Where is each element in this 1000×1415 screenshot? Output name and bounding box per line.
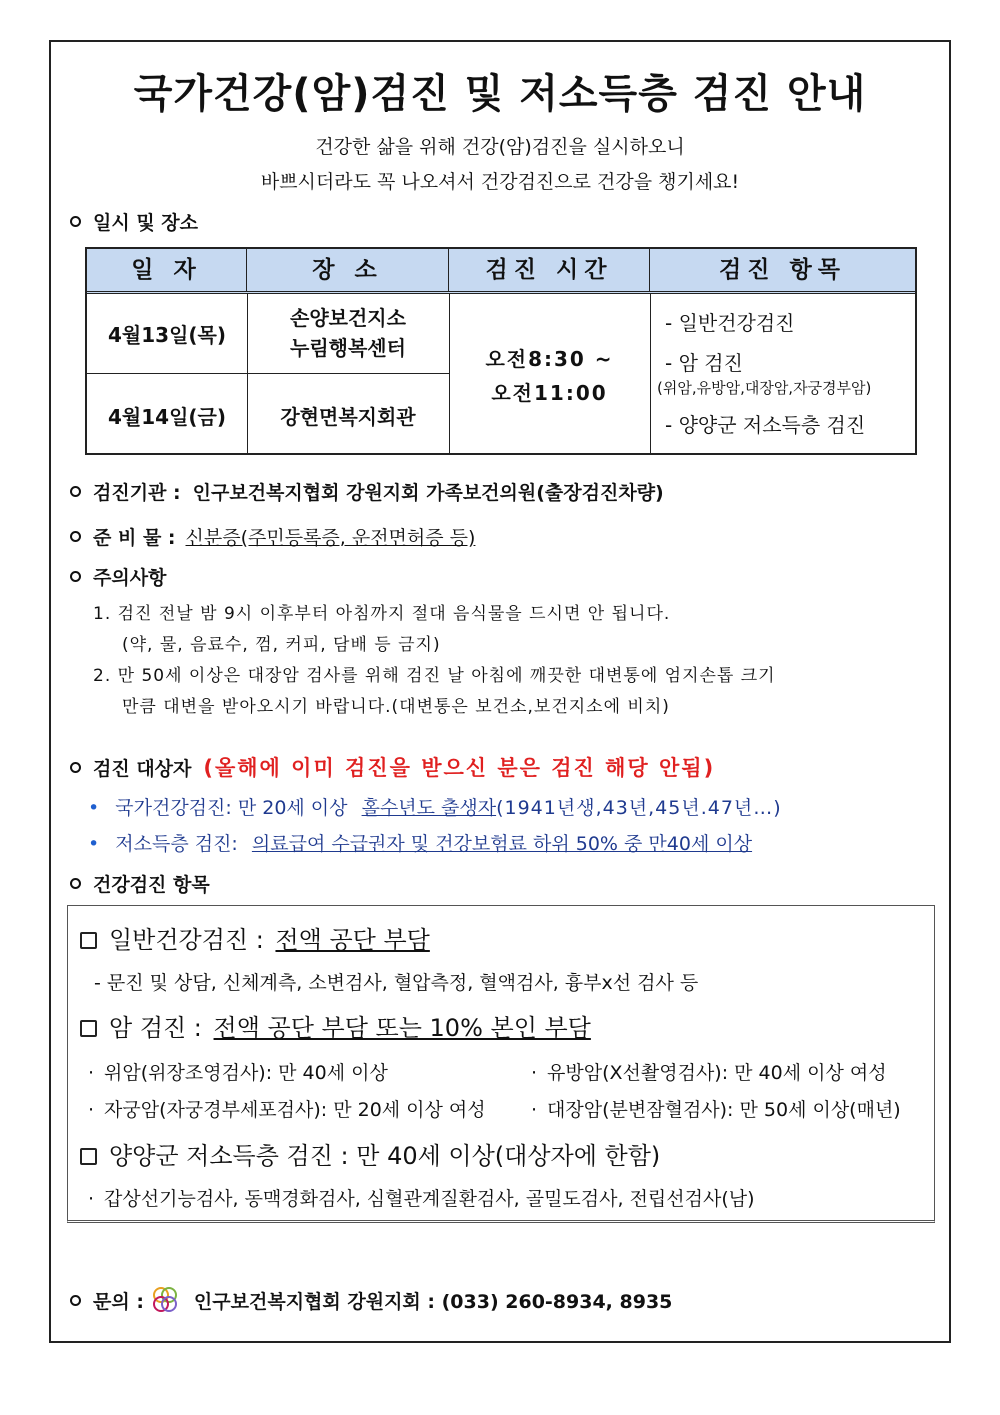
cancer-exam-value: 전액 공단 부담 또는 10% 본인 부담 [213,1014,591,1042]
items-heading: 건강검진 항목 [93,874,210,896]
institution-label: 검진기관 : [93,482,181,504]
cancer-item-breast: · 유방암(X선촬영검사): 만 40세 이상 여성 [531,1062,887,1084]
cancer-exam-heading [80,1008,591,1043]
general-exam-heading [80,920,430,955]
blue-bullet-icon: • [88,797,100,819]
target-lowincome-label: 저소득층 검진: [115,833,238,855]
checkbox-icon [80,1020,97,1037]
exam-time-end: 오전11:00 [491,381,608,405]
cancer-exam-label: 암 검진 : [109,1014,202,1042]
cancer-item-colon: · 대장암(분변잠혈검사): 만 50세 이상(매년) [531,1099,901,1121]
target-national-value: 홀수년도 출생자 [361,797,497,819]
exam-item-cancer: - 암 검진 [665,351,743,375]
lowincome-exam-detail: · 갑상선기능검사, 동맥경화검사, 심혈관계질환검사, 골밀도검사, 전립선검사(남) [88,1188,755,1210]
lowincome-exam-label: 양양군 저소득층 검진 : 만 40세 이상(대상자에 한함) [109,1142,661,1170]
section-contact [70,1285,672,1315]
section-schedule-heading: 일시 및 장소 [93,212,198,234]
target-national-label: 국가건강검진: 만 20세 이상 [115,797,348,819]
target-lowincome-value: 의료급여 수급권자 및 건강보험료 하위 50% 중 만40세 이상 [251,833,753,855]
caution-heading: 주의사항 [93,567,167,589]
circle-bullet-icon [70,216,81,227]
header-items: 검진 항목 [719,257,846,283]
target-national [88,793,782,820]
circle-bullet-icon [70,531,81,542]
circle-bullet-icon [70,1295,81,1306]
blue-bullet-icon: • [88,833,100,855]
page-title: 국가건강(암)검진 및 저소득층 검진 안내 [133,71,867,117]
row1-place-line2: 누림행복센터 [290,336,406,360]
circle-bullet-icon [70,762,81,773]
row2-place: 강현면복지회관 [280,405,416,429]
row1-date: 4월13일(목) [108,323,226,347]
intro-line-1: 건강한 삶을 위해 건강(암)검진을 실시하오니 [315,136,685,158]
general-exam-value: 전액 공단 부담 [275,926,430,954]
exam-time [449,342,650,410]
header-place: 장 소 [247,249,449,291]
header-date: 일 자 [87,249,247,291]
row1-place-line1: 손양보건지소 [290,306,406,330]
contact-label: 문의 : [93,1290,144,1313]
section-schedule [70,208,198,235]
row1-place [247,303,449,363]
general-exam-detail: - 문진 및 상담, 신체계측, 소변검사, 혈압측정, 혈액검사, 흉부x선 검사 등 [94,972,699,994]
lowincome-exam-heading [80,1136,660,1171]
section-institution [70,478,664,505]
section-target [70,752,715,782]
checkbox-icon [80,1148,97,1165]
row2-date: 4월14일(금) [108,405,226,429]
caution-line-1: 1. 검진 전날 밤 9시 이후부터 아침까지 절대 음식물을 드시면 안 됩니다. [93,604,671,624]
association-logo-icon [150,1285,180,1315]
items-box [67,905,935,1223]
exam-item-lowincome: - 양양군 저소득층 검진 [665,413,866,437]
schedule-table-header [87,249,915,294]
cancer-item-cervical: · 자궁암(자궁경부세포검사): 만 20세 이상 여성 [88,1099,486,1121]
circle-bullet-icon [70,878,81,889]
prepare-label: 준 비 물 : [93,527,176,549]
target-lowincome [88,829,752,856]
exam-time-start: 오전8:30 ~ [485,347,614,371]
exam-item-general: - 일반건강검진 [665,311,795,335]
section-caution [70,563,166,590]
target-warning: (올해에 이미 검진을 받으신 분은 검진 해당 안됨) [203,756,716,780]
contact-value: 인구보건복지협회 강원지회 : (033) 260-8934, 8935 [193,1290,673,1313]
intro-line-2: 바쁘시더라도 꼭 나오셔서 건강검진으로 건강을 챙기세요! [260,171,740,193]
circle-bullet-icon [70,486,81,497]
cancer-item-stomach: · 위암(위장조영검사): 만 40세 이상 [88,1062,388,1084]
institution-value: 인구보건복지협회 강원지회 가족보건의원(출장검진차량) [192,482,664,504]
section-prepare [70,523,475,550]
checkbox-icon [80,932,97,949]
circle-bullet-icon [70,571,81,582]
target-heading: 검진 대상자 [93,757,192,780]
general-exam-label: 일반건강검진 : [109,926,264,954]
exam-item-cancer-detail: (위암,유방암,대장암,자궁경부암) [657,379,872,397]
prepare-value: 신분증(주민등록증, 운전면허증 등) [185,527,476,549]
header-time: 검진 시간 [449,249,650,291]
target-national-years: (1941년생,43년,45년.47년…) [496,797,782,819]
caution-line-4: 만큼 대변을 받아오시기 바랍니다.(대변통은 보건소,보건지소에 비치) [122,697,670,717]
caution-line-3: 2. 만 50세 이상은 대장암 검사를 위해 검진 날 아침에 깨끗한 대변통에 엄지손톱 크기 [93,666,776,686]
section-items [70,870,210,897]
schedule-table [85,247,917,455]
caution-line-2: (약, 물, 음료수, 껌, 커피, 담배 등 금지) [122,635,441,655]
